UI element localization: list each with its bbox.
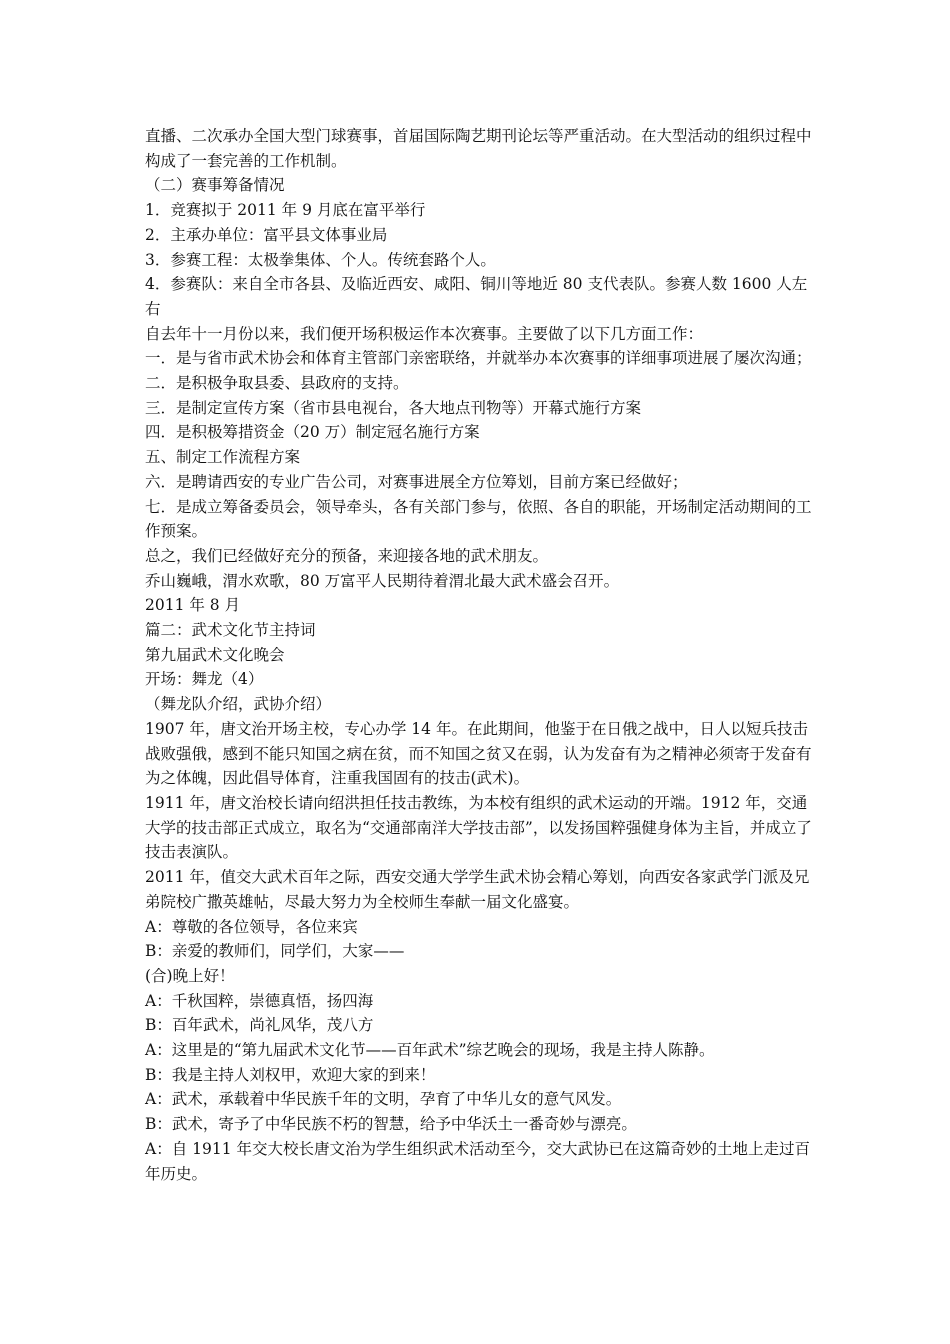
paragraph: 直播、二次承办全国大型门球赛事，首届国际陶艺期刊论坛等严重活动。在大型活动的组织过程中构成了一套完善的工作机制。	[145, 127, 812, 170]
paragraph: 总之，我们已经做好充分的预备，来迎接各地的武术朋友。	[145, 546, 549, 565]
dialogue-line: B：我是主持人刘权甲，欢迎大家的到来！	[145, 1065, 436, 1084]
dialogue-line: A：这里是的“第九届武术文化节——百年武术”综艺晚会的现场，我是主持人陈静。	[145, 1041, 715, 1060]
paragraph: 一．是与省市武术协会和体育主管部门亲密联络，并就举办本次赛事的详细事项进展了屡次沟通；	[145, 349, 812, 368]
paragraph: 乔山巍峨，渭水欢歌，80 万富平人民期待着渭北最大武术盛会召开。	[145, 571, 620, 590]
paragraph: 自去年十一月份以来，我们便开场积极运作本次赛事。主要做了以下几方面工作：	[145, 324, 704, 343]
paragraph: 六．是聘请西安的专业广告公司，对赛事进展全方位筹划，目前方案已经做好；	[145, 472, 688, 491]
dialogue-line: A：自 1911 年交大校长唐文治为学生组织武术活动至今，交大武协已在这篇奇妙的土地上走过百年历史。	[145, 1139, 810, 1183]
paragraph: 三．是制定宣传方案（省市县电视台，各大地点刊物等）开幕式施行方案	[145, 398, 642, 417]
section-heading: （二）赛事筹备情况	[145, 176, 285, 195]
paragraph: 1907 年，唐文治开场主校，专心办学 14 年。在此期间，他鉴于在日俄之战中，日人以短兵技击战败强俄，感到不能只知国之病在贫，而不知国之贫又在弱，认为发奋有为之精神必须寄于发奋有为之体魄，因此倡导体育，注重我国固有的技击(武术)。	[145, 719, 812, 788]
paragraph: 3．参赛工程：太极拳集体、个人。传统套路个人。	[145, 250, 496, 269]
paragraph: 1．竞赛拟于 2011 年 9 月底在富平举行	[145, 201, 426, 220]
dialogue-line: B：百年武术，尚礼风华，茂八方	[145, 1016, 374, 1035]
paragraph: 五、制定工作流程方案	[145, 448, 301, 467]
paragraph: 第九届武术文化晚会	[145, 645, 285, 664]
date-line: 2011 年 8 月	[145, 596, 241, 615]
document-page	[145, 124, 815, 1186]
dialogue-line: B：亲爱的教师们，同学们，大家——	[145, 942, 405, 961]
dialogue-line: A：千秋国粹，崇德真悟，扬四海	[145, 991, 374, 1010]
paragraph: （舞龙队介绍，武协介绍）	[145, 695, 332, 714]
paragraph: 2011 年，值交大武术百年之际，西安交通大学学生武术协会精心筹划，向西安各家武学门派及兄弟院校广撒英雄帖，尽最大努力为全校师生奉献一届文化盛宴。	[145, 868, 810, 911]
paragraph: 七．是成立筹备委员会，领导牵头，各有关部门参与，依照、各自的职能，开场制定活动期间的工作预案。	[145, 497, 812, 541]
section-heading: 篇二：武术文化节主持词	[145, 621, 316, 640]
paragraph: 1911 年，唐文治校长请向绍洪担任技击教练，为本校有组织的武术运动的开端。1912 年，交通大学的技击部正式成立，取名为“交通部南洋大学技击部”，以发扬国粹强健身体为主旨，并成立了技击表演队。	[145, 793, 812, 862]
dialogue-line: A：武术，承载着中华民族千年的文明，孕育了中华儿女的意气风发。	[145, 1090, 622, 1109]
dialogue-line: A：尊敬的各位领导，各位来宾	[145, 917, 358, 936]
dialogue-line: B：武术，寄予了中华民族不朽的智慧，给予中华沃土一番奇妙与漂亮。	[145, 1115, 637, 1134]
paragraph: 4．参赛队：来自全市各县、及临近西安、咸阳、铜川等地近 80 支代表队。参赛人数 1600 人左右	[145, 275, 808, 318]
paragraph: 四．是积极筹措资金（20 万）制定冠名施行方案	[145, 423, 480, 442]
paragraph: 二．是积极争取县委、县政府的支持。	[145, 374, 409, 393]
dialogue-line: (合)晚上好！	[145, 966, 235, 985]
paragraph: 开场：舞龙（4）	[145, 670, 264, 689]
paragraph: 2．主承办单位：富平县文体事业局	[145, 225, 388, 244]
